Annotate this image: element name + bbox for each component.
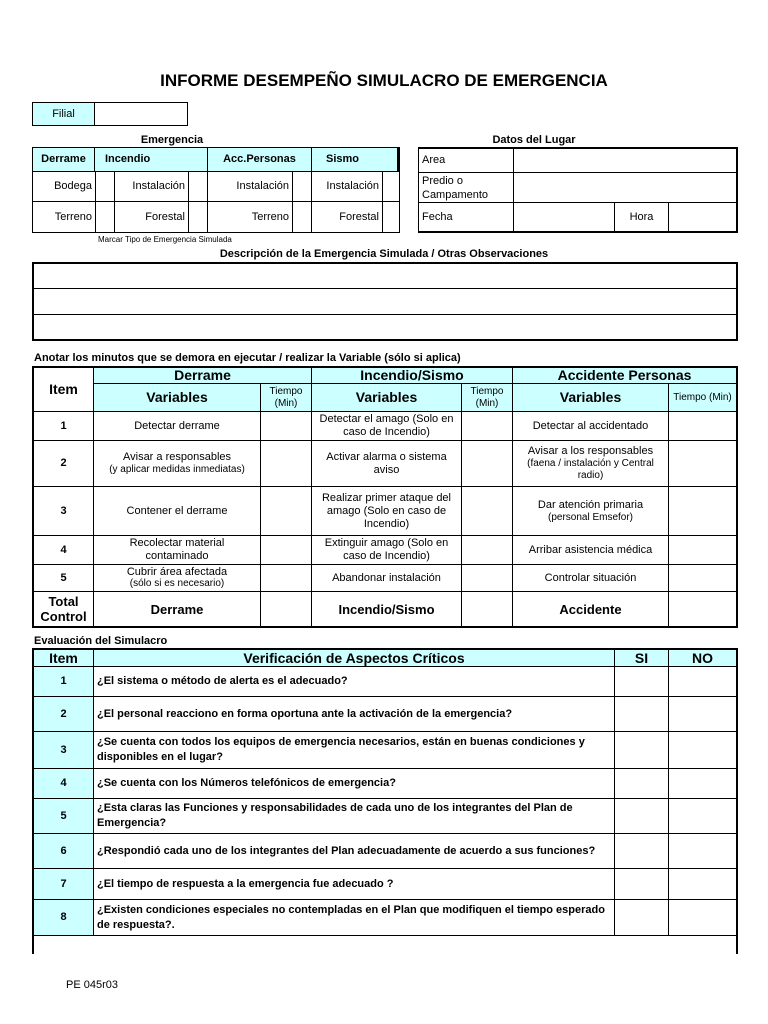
table1-row-5-accidente: Controlar situación bbox=[513, 565, 669, 592]
table2-row-7-no[interactable] bbox=[669, 869, 736, 900]
table2-row-5-no[interactable] bbox=[669, 799, 736, 834]
descripcion-line-1[interactable] bbox=[34, 264, 736, 289]
table1-row-2-accidente-time[interactable] bbox=[669, 441, 736, 487]
sismo-header: Sismo bbox=[312, 148, 399, 172]
table2-row-8-item: 8 bbox=[34, 900, 94, 936]
bodega-checkbox[interactable] bbox=[95, 172, 115, 202]
sismo-forestal-checkbox[interactable] bbox=[382, 202, 399, 232]
accidente-variables-header: Variables bbox=[513, 384, 669, 412]
table1-row-1-derrame: Detectar derrame bbox=[94, 412, 261, 441]
table1-row-2-accidente-text: Avisar a los responsables bbox=[527, 445, 654, 457]
acc-instalacion-label: Instalación bbox=[208, 172, 292, 202]
table2-row-3-item: 3 bbox=[34, 732, 94, 769]
table2-row-4-si[interactable] bbox=[615, 769, 669, 799]
table1-row-3-incendio-time[interactable] bbox=[462, 487, 513, 536]
total-derrame-label: Derrame bbox=[94, 592, 261, 626]
total-derrame-field[interactable] bbox=[261, 592, 312, 626]
total-accidente-label: Accidente bbox=[513, 592, 669, 626]
page-title: INFORME DESEMPEÑO SIMULACRO DE EMERGENCIA bbox=[160, 70, 608, 90]
table2-row-6-question: ¿Respondió cada uno de los integrantes del Plan adecuadamente de acuerdo a sus funciones? bbox=[94, 834, 615, 869]
table1-row-3-derrame: Contener el derrame bbox=[94, 487, 261, 536]
table2-no-header: NO bbox=[669, 650, 736, 667]
table2-row-4-question: ¿Se cuenta con los Números telefónicos de emergencia? bbox=[94, 769, 615, 799]
table2-row-6-item: 6 bbox=[34, 834, 94, 869]
table2-row-1-question: ¿El sistema o método de alerta es el adecuado? bbox=[94, 667, 615, 697]
table2-row-3-no[interactable] bbox=[669, 732, 736, 769]
derrame-variables-header: Variables bbox=[94, 384, 261, 412]
table1-derrame-header: Derrame bbox=[94, 368, 312, 384]
table2-row-5-question: ¿Esta claras las Funciones y responsabilidades de cada uno de los integrantes del Plan de Emergencia? bbox=[94, 799, 615, 834]
table2-row-2-item: 2 bbox=[34, 697, 94, 732]
acc-instalacion-checkbox[interactable] bbox=[292, 172, 312, 202]
table1-row-5-derrame bbox=[94, 565, 261, 592]
table2-row-5-si[interactable] bbox=[615, 799, 669, 834]
anotar-label: Anotar los minutos que se demora en ejecutar / realizar la Variable (sólo si aplica) bbox=[34, 351, 461, 364]
table2-row-1-item: 1 bbox=[34, 667, 94, 697]
descripcion-line-2[interactable] bbox=[34, 289, 736, 315]
table1-row-3-incendio: Realizar primer ataque del amago (Solo en caso de Incendio) bbox=[312, 487, 462, 536]
table1-row-5-derrame-note: (sólo si es necesario) bbox=[129, 578, 225, 589]
derrame-tiempo-header: Tiempo (Min) bbox=[261, 384, 312, 412]
table2-row-5-item: 5 bbox=[34, 799, 94, 834]
table1-row-3-accidente-note: (personal Emsefor) bbox=[547, 511, 634, 523]
emergencia-label: Emergencia bbox=[140, 133, 204, 146]
table1-row-5-derrame-text: Cubrir área afectada bbox=[126, 566, 228, 578]
incendio-forestal-label: Forestal bbox=[145, 210, 185, 223]
table1-row-3-accidente bbox=[513, 487, 669, 536]
table2-row-8-no[interactable] bbox=[669, 900, 736, 936]
table1-row-1-incendio-time[interactable] bbox=[462, 412, 513, 441]
table2-row-3-si[interactable] bbox=[615, 732, 669, 769]
table2-row-4-no[interactable] bbox=[669, 769, 736, 799]
descripcion-line-3[interactable] bbox=[34, 315, 736, 339]
table1-row-2-derrame-time[interactable] bbox=[261, 441, 312, 487]
table1-row-5-incendio-time[interactable] bbox=[462, 565, 513, 592]
table2-row-1-si[interactable] bbox=[615, 667, 669, 697]
fecha-field[interactable] bbox=[514, 203, 615, 231]
incendio-variables-header: Variables bbox=[312, 384, 462, 412]
table1-row-2-incendio-time[interactable] bbox=[462, 441, 513, 487]
bodega-label: Bodega bbox=[33, 172, 95, 202]
table2-row-2-question: ¿El personal reacciono en forma oportuna ante la activación de la emergencia? bbox=[94, 697, 615, 732]
table1-row-1-accidente-time[interactable] bbox=[669, 412, 736, 441]
filial-label: Filial bbox=[32, 102, 95, 126]
table2-row-1-no[interactable] bbox=[669, 667, 736, 697]
acc-terreno-label: Terreno bbox=[251, 210, 289, 223]
marcar-note: Marcar Tipo de Emergencia Simulada bbox=[98, 234, 232, 244]
filial-field[interactable] bbox=[94, 102, 188, 126]
table1-row-2-derrame-note: (y aplicar medidas inmediatas) bbox=[109, 464, 245, 475]
table1-row-3-derrame-time[interactable] bbox=[261, 487, 312, 536]
table1-row-5-derrame-time[interactable] bbox=[261, 565, 312, 592]
table2-row-6-si[interactable] bbox=[615, 834, 669, 869]
sismo-forestal-label: Forestal bbox=[339, 210, 379, 223]
total-accidente-field[interactable] bbox=[669, 592, 736, 626]
table2-item-header: Item bbox=[34, 650, 94, 667]
table1-row-3-accidente-time[interactable] bbox=[669, 487, 736, 536]
descripcion-label: Descripción de la Emergencia Simulada / Otras Observaciones bbox=[219, 247, 549, 260]
accidente-tiempo-header: Tiempo (Min) bbox=[669, 384, 736, 412]
incendio-tiempo-header: Tiempo (Min) bbox=[462, 384, 513, 412]
evaluacion-label: Evaluación del Simulacro bbox=[34, 635, 168, 647]
incendio-header: Incendio bbox=[95, 148, 208, 172]
sismo-instalacion-label: Instalación bbox=[312, 172, 382, 202]
table1-row-4-derrame-time[interactable] bbox=[261, 536, 312, 565]
total-incendio-field[interactable] bbox=[462, 592, 513, 626]
table1-row-2-item: 2 bbox=[34, 441, 94, 487]
table1-row-2-derrame-text: Avisar a responsables bbox=[122, 451, 232, 463]
footer-code: PE 045r03 bbox=[66, 978, 118, 991]
incendio-instalacion-checkbox[interactable] bbox=[188, 172, 208, 202]
table2-row-7-item: 7 bbox=[34, 869, 94, 900]
datos-lugar-label: Datos del Lugar bbox=[492, 133, 576, 146]
total-control-label: Total Control bbox=[34, 592, 94, 626]
table1-row-1-incendio: Detectar el amago (Solo en caso de Incendio) bbox=[312, 412, 462, 441]
total-incendio-label: Incendio/Sismo bbox=[312, 592, 462, 626]
table2-si-header: SI bbox=[615, 650, 669, 667]
acc-terreno-checkbox[interactable] bbox=[292, 202, 312, 232]
table1-row-4-derrame: Recolectar material contaminado bbox=[94, 536, 261, 565]
table1-accidente-header: Accidente Personas bbox=[513, 368, 736, 384]
incendio-instalacion-label: Instalación bbox=[115, 172, 188, 202]
table1-row-5-accidente-time[interactable] bbox=[669, 565, 736, 592]
table1-row-4-accidente: Arribar asistencia médica bbox=[513, 536, 669, 565]
incendio-forestal-checkbox[interactable] bbox=[188, 202, 208, 232]
table1-row-3-accidente-text: Dar atención primaria bbox=[537, 498, 644, 511]
table1-row-5-incendio: Abandonar instalación bbox=[312, 565, 462, 592]
table1-row-5-item: 5 bbox=[34, 565, 94, 592]
table2-row-7-question: ¿El tiempo de respuesta a la emergencia fue adecuado ? bbox=[94, 869, 615, 900]
acc-personas-header: Acc.Personas bbox=[208, 148, 312, 172]
table2-row-2-no[interactable] bbox=[669, 697, 736, 732]
terreno-label: Terreno bbox=[54, 210, 92, 223]
table2-row-6-no[interactable] bbox=[669, 834, 736, 869]
sismo-instalacion-checkbox[interactable] bbox=[382, 172, 399, 202]
table1-row-4-accidente-time[interactable] bbox=[669, 536, 736, 565]
table1-item-header: Item bbox=[34, 368, 94, 412]
derrame-header: Derrame bbox=[33, 148, 95, 172]
table1-row-2-accidente-note: (faena / instalación y Central radio) bbox=[527, 458, 654, 481]
table2-row-8-si[interactable] bbox=[615, 900, 669, 936]
table1-row-4-incendio-time[interactable] bbox=[462, 536, 513, 565]
table1-row-1-derrame-time[interactable] bbox=[261, 412, 312, 441]
terreno-checkbox[interactable] bbox=[95, 202, 115, 232]
table2-row-3-question: ¿Se cuenta con todos los equipos de emergencia necesarios, están en buenas condiciones y disponibles en el lugar? bbox=[94, 732, 615, 769]
table2-row-4-item: 4 bbox=[34, 769, 94, 799]
table1-row-1-accidente: Detectar al accidentado bbox=[513, 412, 669, 441]
table1-incendio-header: Incendio/Sismo bbox=[312, 368, 513, 384]
table1-row-1-item: 1 bbox=[34, 412, 94, 441]
hora-label: Hora bbox=[615, 203, 669, 231]
table1-row-3-item: 3 bbox=[34, 487, 94, 536]
predio-field[interactable] bbox=[514, 173, 736, 203]
table1-row-2-derrame bbox=[94, 441, 261, 487]
area-field[interactable] bbox=[514, 149, 736, 173]
area-label: Area bbox=[419, 149, 514, 173]
table2-row-8-question: ¿Existen condiciones especiales no contempladas en el Plan que modifiquen el tiempo esperado de respuesta?. bbox=[94, 900, 615, 936]
hora-field[interactable] bbox=[669, 203, 736, 231]
table1-row-4-item: 4 bbox=[34, 536, 94, 565]
table1-row-4-incendio: Extinguir amago (Solo en caso de Incendio) bbox=[312, 536, 462, 565]
predio-label: Predio o Campamento bbox=[419, 173, 514, 203]
table2-row-7-si[interactable] bbox=[615, 869, 669, 900]
table2-row-2-si[interactable] bbox=[615, 697, 669, 732]
table1-row-2-incendio: Activar alarma o sistema aviso bbox=[312, 441, 462, 487]
table1-row-2-accidente bbox=[513, 441, 669, 487]
fecha-label: Fecha bbox=[419, 203, 514, 231]
table2-verificacion-header: Verificación de Aspectos Críticos bbox=[94, 650, 615, 667]
